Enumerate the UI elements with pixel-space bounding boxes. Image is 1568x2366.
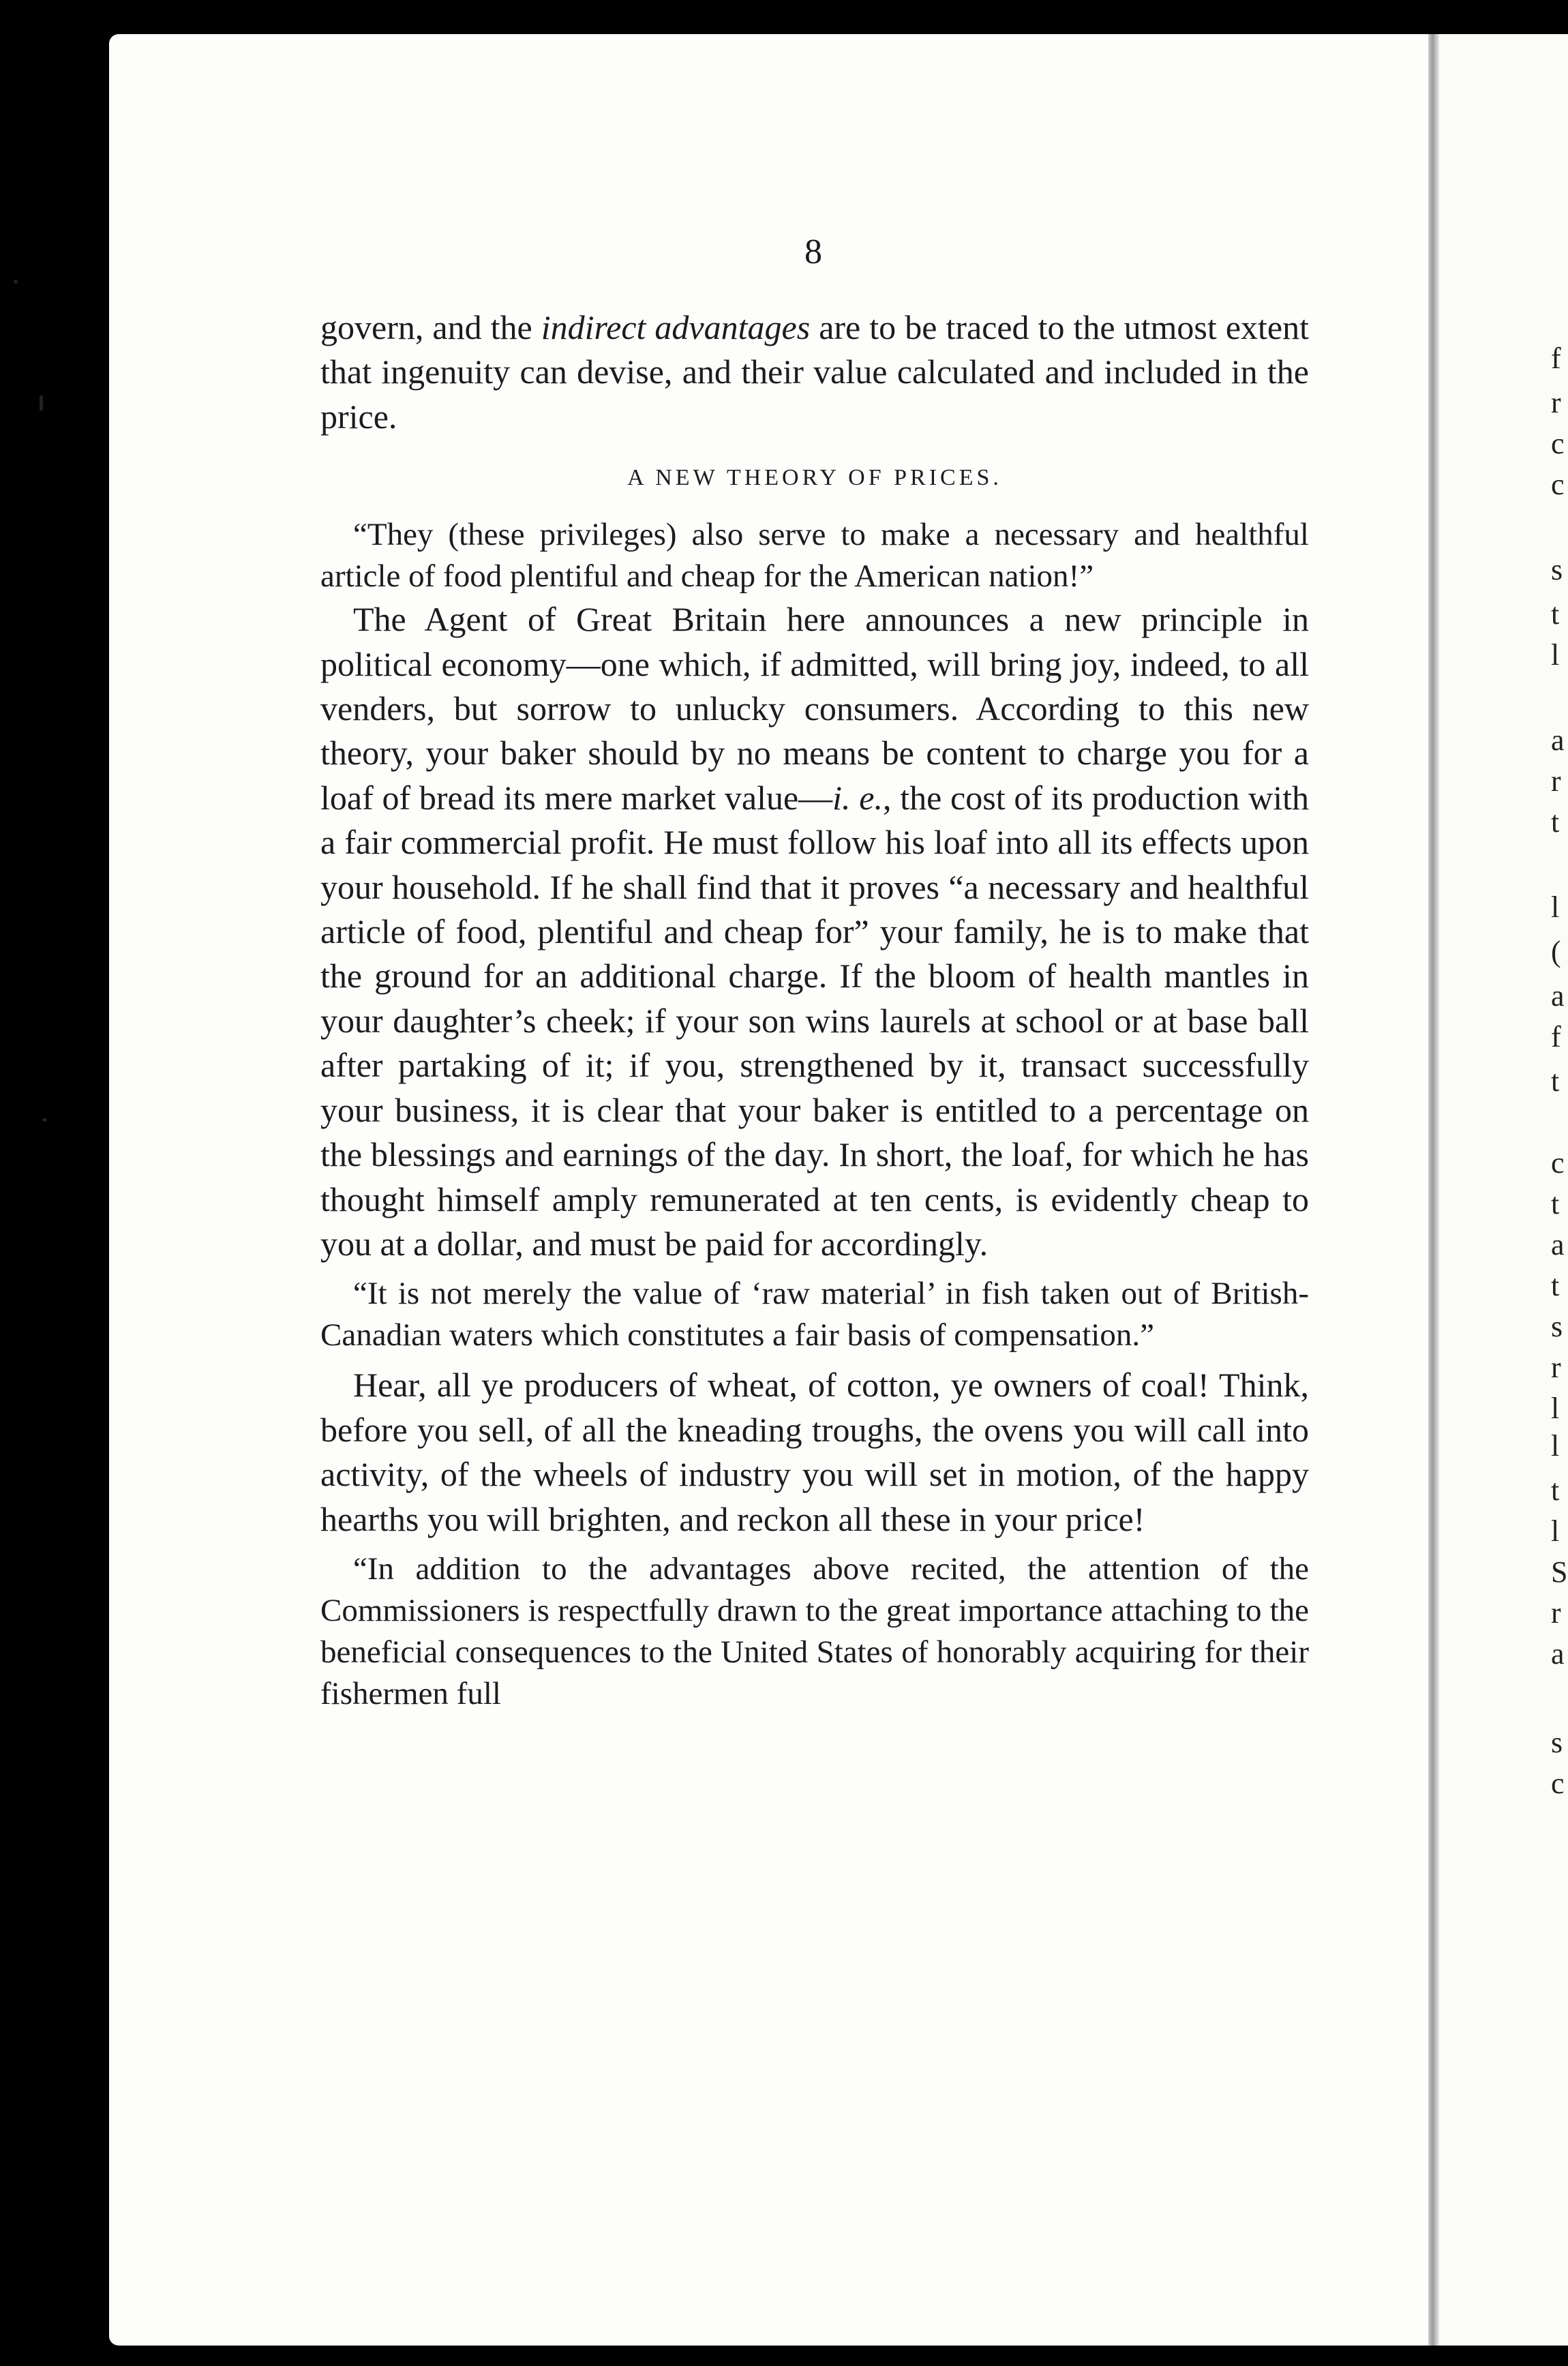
quote-1: “They (these privileges) also serve to make a necessary and healthful article of food plentiful and cheap for the American nation!” [320,517,1309,595]
facing-page-letter: t [1551,1473,1560,1507]
facing-page-letter: c [1551,1146,1565,1180]
scan-speck [40,395,43,410]
facing-page-letter: t [1551,1187,1560,1221]
facing-page-letter: s [1551,553,1563,586]
opening-paragraph [320,305,1309,439]
opening-italic: indirect advantages [541,308,811,346]
facing-page-letter: a [1551,723,1565,757]
page-body [320,305,1309,1715]
facing-page-letter: S [1551,1555,1568,1589]
opening-text-end: are to be traced to the utmost extent that ingenuity can devise, and their value calculated and included in the price. [320,308,1309,436]
facing-page-letter: f [1551,1020,1561,1053]
facing-page-letter: l [1551,1429,1560,1463]
facing-page-letter: ( [1551,935,1561,968]
facing-page-letter: r [1551,1351,1561,1384]
facing-page-letter: l [1551,638,1560,672]
facing-page-letter: c [1551,468,1565,501]
section-heading: A NEW THEORY OF PRICES. [627,465,1002,491]
facing-page-letter: t [1551,597,1560,631]
facing-page-letter: t [1551,805,1560,839]
facing-page-letter: t [1551,1064,1560,1098]
facing-page-letter: r [1551,764,1561,798]
paragraph-2: Hear, all ye producers of wheat, of cotton, ye owners of coal! Think, before you sell, of all the kneading troughs, the ovens you will call into activity, of the wheels of industry you will set in motion, of the happy hearths you will brighten, and reckon all these in your price! [320,1366,1309,1538]
page-number: 8 [804,233,822,271]
paragraph-1-start: The Agent of Great Britain here announces a new principle in political economy—one which, if admitted, will bring joy, indeed, to all venders, but sorrow to unlucky consumers. According to this new theory, your baker should by no means be content to charge you for a loaf of bread its mere market value— [320,600,1309,817]
facing-page-letter: a [1551,1637,1565,1671]
quote-2: “It is not merely the value of ‘raw material’ in fish taken out of British-Canadian waters which constitutes a fair basis of compensation.” [320,1276,1309,1353]
facing-page-letter: l [1551,1514,1560,1548]
paragraph-1-italic: i. e. [832,778,883,817]
facing-page-letter: t [1551,1269,1560,1302]
facing-page-letter: r [1551,1596,1561,1630]
facing-page-cropped-letters [1551,0,1568,2366]
paragraph-1-end: , the cost of its production with a fair commercial profit. He must follow his loaf into all its effects upon your household. If he shall find that it proves “a necessary and healthful article of food, plentiful and cheap for” your family, he is to make that the ground for an additional charge. If the bloom of health mantles in your daughter’s cheek; if your son wins laurels at school or at base ball after partaking of it; if you, strengthened by it, transact successfully your business, it is clear that your baker is entitled to a percentage on the blessings and earnings of the day. In short, the loaf, for which he has thought himself amply remunerated at ten cents, is evidently cheap to you at a dollar, and must be paid for accordingly. [320,778,1309,1263]
opening-text-start: govern, and the [320,308,541,346]
facing-page [1439,34,1568,2346]
scan-speck [42,1118,47,1122]
facing-page-letter: l [1551,890,1560,924]
facing-page-letter: c [1551,1767,1565,1800]
quote-3: “In addition to the advantages above recited, the attention of the Commissioners is respectfully drawn to the great importance attaching to the beneficial consequences to the United States of honorably acquiring for their fishermen full [320,1551,1309,1711]
facing-page-letter: s [1551,1726,1563,1759]
facing-page-letter: a [1551,1228,1565,1261]
facing-page-letter: r [1551,386,1561,419]
facing-page-letter: f [1551,342,1561,375]
paragraph-1 [320,597,1309,1266]
facing-page-letter: c [1551,427,1565,460]
scan-speck [14,280,18,284]
facing-page-letter: s [1551,1310,1563,1343]
facing-page-letter: a [1551,979,1565,1013]
facing-page-letter: l [1551,1392,1560,1425]
page-gutter [1428,34,1439,2346]
